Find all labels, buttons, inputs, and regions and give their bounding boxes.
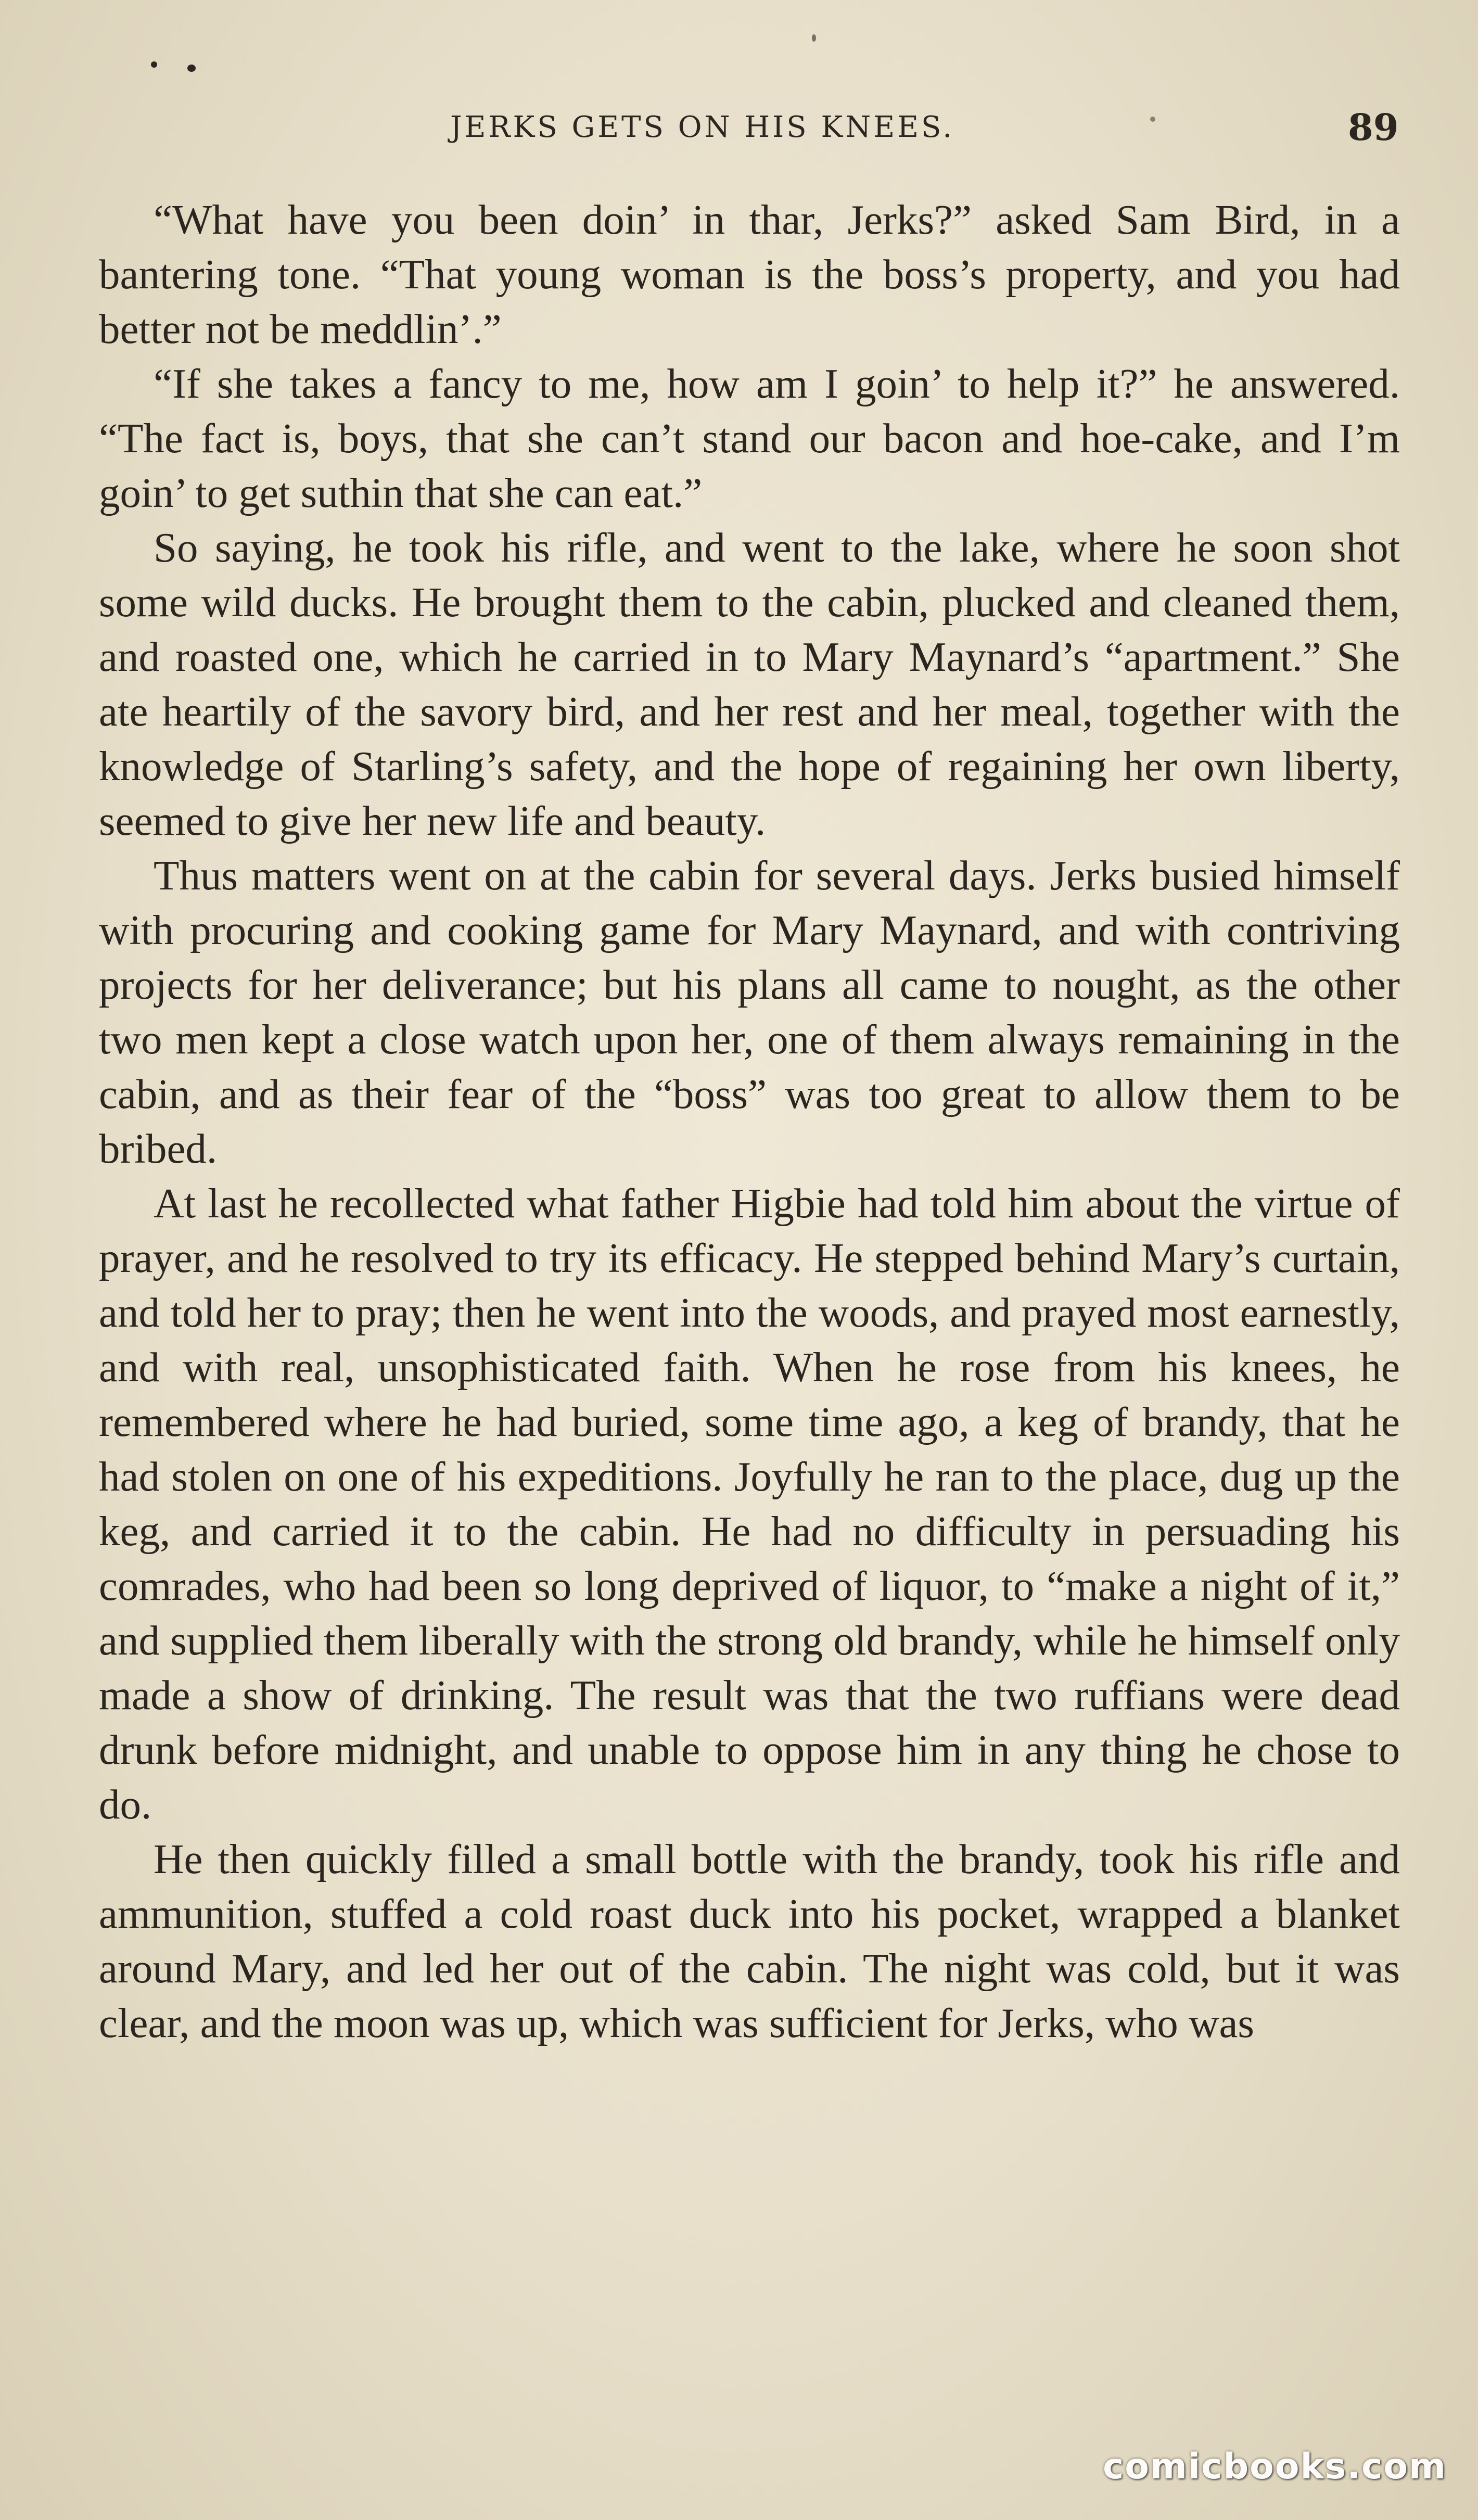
body-text (99, 193, 1400, 2394)
ink-fleck (187, 65, 196, 72)
paragraph: Thus matters went on at the cabin for several days. Jerks busied himself with procuring and cooking game for Mary Maynard, and with contriving projects for her deliverance; but his plans all came to nought, as the other two men kept a close watch upon her, one of them always remaining in the cabin, and as their fear of the “boss” was too great to allow them to be bribed. (99, 852, 1400, 1172)
paragraph: So saying, he took his rifle, and went to the lake, where he soon shot some wild ducks. He brought them to the cabin, plucked and cleaned them, and roasted one, which he carried in to Mary Maynard’s “apartment.” She ate heartily of the savory bird, and her rest and her meal, together with the knowledge of Starling’s safety, and the hope of regaining her own liberty, seemed to give her new life and beauty. (99, 524, 1400, 844)
watermark: comicbooks.com (1102, 2446, 1447, 2487)
paragraph: “If she takes a fancy to me, how am I goin’ to help it?” he answered. “The fact is, boys, that she can’t stand our bacon and hoe-cake, and I’m goin’ to get suthin that she can eat.” (99, 360, 1400, 516)
paragraph: He then quickly filled a small bottle with the brandy, took his rifle and ammunition, stuffed a cold roast duck into his pocket, wrapped a blanket around Mary, and led her out of the cabin. The night was cold, but it was clear, and the moon was up, which was sufficient for Jerks, who was (99, 1836, 1400, 2046)
running-title: JERKS GETS ON HIS KNEES. (450, 110, 955, 144)
running-header (0, 99, 1478, 156)
paragraph: At last he recollected what father Higbie had told him about the virtue of prayer, and he resolved to try its efficacy. He stepped behind Mary’s curtain, and told her to pray; then he went into the woods, and prayed most earnestly, and with real, unsophisticated faith. When he rose from his knees, he remembered where he had buried, some time ago, a keg of brandy, that he had stolen on one of his expeditions. Joyfully he ran to the place, dug up the keg, and carried it to the cabin. He had no difficulty in persuading his comrades, who had been so long deprived of liquor, to “make a night of it,” and supplied them liberally with the strong old brandy, while he himself only made a show of drinking. The result was that the two ruffians were dead drunk before midnight, and unable to oppose him in any thing he chose to do. (99, 1180, 1400, 1828)
ink-fleck (812, 34, 816, 42)
ink-fleck (151, 61, 157, 68)
paragraph: “What have you been doin’ in thar, Jerks?” asked Sam Bird, in a bantering tone. “That young woman is the boss’s property, and you had better not be meddlin’.” (99, 196, 1400, 352)
page-number: 89 (1348, 106, 1399, 149)
